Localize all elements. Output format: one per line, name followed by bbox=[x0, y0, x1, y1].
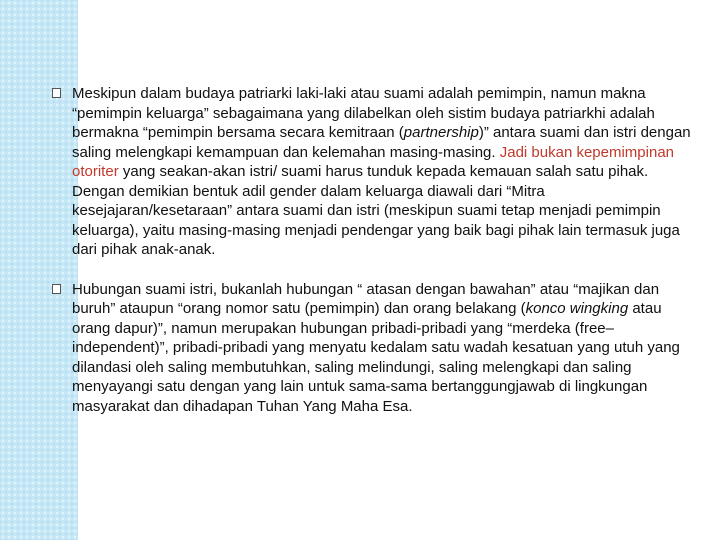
paragraph-1-part-5: yang seakan-akan istri/ suami harus tunduk kepada kemauan salah satu pihak. Dengan demikian bentuk adil gender dalam keluarga diawali dari “Mitra kesejajaran/kesetaraan” antara suami dan istri (meskipun suami tetap menjadi pemimpin keluarga), yaitu masing-masing menjadi pendengar yang baik bagi pihak lain termasuk juga dari pihak anak-anak. bbox=[72, 163, 680, 258]
paragraph-2-part-1: Hubungan suami istri, bukanlah hubungan “ atasan dengan bawahan” atau “majikan dan buruh” ataupun “orang nomor satu (pemimpin) dan orang belakang ( bbox=[72, 280, 660, 317]
checkbox-bullet-icon bbox=[52, 284, 61, 294]
slide-content bbox=[52, 84, 692, 436]
bullet-paragraph-1 bbox=[52, 84, 692, 260]
paragraph-1-text bbox=[72, 85, 691, 258]
highlight-otoriter: Jadi bukan kepemimpinan otoriter bbox=[72, 143, 675, 180]
konco-wingking-term: konco wingking bbox=[525, 300, 629, 317]
bullet-paragraph-2 bbox=[52, 280, 692, 417]
paragraph-2-part-3: atau orang dapur)”, namun merupakan hubungan pribadi-pribadi yang “merdeka (free–independent)”, pribadi-pribadi yang menyatu kedalam satu wadah kesatuan yang utuh yang dilandasi oleh saling membutuhkan, saling melindungi, saling melengkapi dan saling menyayangi satu dengan yang lain untuk sama-sama bertanggungjawab di lingkungan masyarakat dan dihadapan Tuhan Yang Maha Esa. bbox=[72, 300, 680, 415]
checkbox-bullet-icon bbox=[52, 88, 61, 98]
paragraph-2-text bbox=[72, 281, 680, 415]
paragraph-1-part-1: Meskipun dalam budaya patriarki laki-laki atau suami adalah pemimpin, namun makna “pemimpin keluarga” sebagaimana yang dilabelkan oleh sistim budaya patriarkhi adalah bermakna “pemimpin bersama secara kemitraan ( bbox=[72, 85, 655, 141]
partnership-term: partnership bbox=[403, 124, 479, 141]
paragraph-1-part-3: )” antara suami dan istri dengan saling melengkapi kemampuan dan kelemahan masing-masing. bbox=[72, 124, 691, 161]
